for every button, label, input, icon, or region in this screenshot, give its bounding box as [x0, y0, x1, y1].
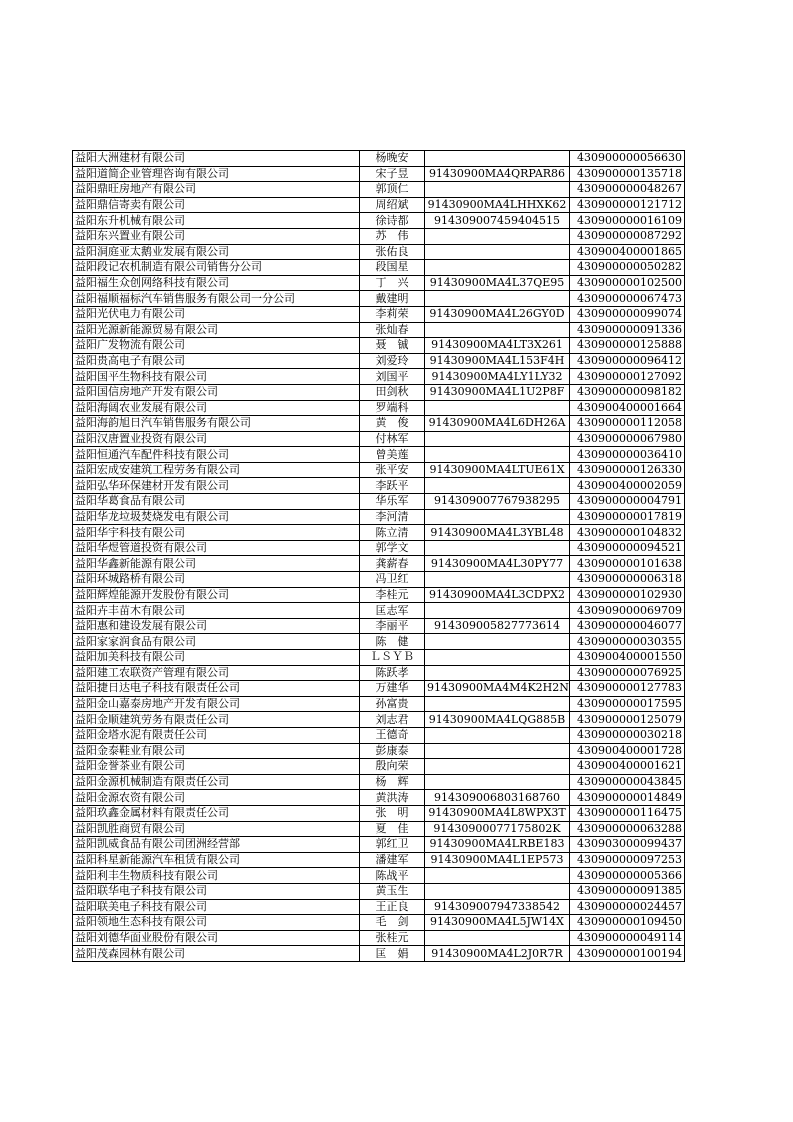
credit-code-cell: 91430900MA4LTUE61X [425, 462, 570, 478]
registration-number-cell: 430900000006318 [570, 572, 685, 588]
credit-code-cell: 914309007767938295 [425, 494, 570, 510]
registration-number-cell: 430900000063288 [570, 821, 685, 837]
registration-number-cell: 430900000127783 [570, 681, 685, 697]
legal-representative-cell: 毛 剑 [360, 915, 425, 931]
registration-number-cell: 430903000099437 [570, 837, 685, 853]
company-name-cell: 益阳金源农资有限公司 [73, 790, 360, 806]
credit-code-cell: 91430900MA4LT3X261 [425, 338, 570, 354]
registration-number-cell: 430900000116475 [570, 805, 685, 821]
credit-code-cell [425, 868, 570, 884]
legal-representative-cell: 宋子昱 [360, 166, 425, 182]
table-row [73, 837, 685, 853]
table-row [73, 400, 685, 416]
company-name-cell: 益阳金塔水泥有限责任公司 [73, 727, 360, 743]
company-name-cell: 益阳领地生态科技有限公司 [73, 915, 360, 931]
credit-code-cell: 91430900MA4L153F4H [425, 353, 570, 369]
company-records-table [72, 150, 685, 962]
company-name-cell: 益阳金山嘉泰房地产开发有限公司 [73, 696, 360, 712]
table-row [73, 478, 685, 494]
company-name-cell: 益阳鼎信寄卖有限公司 [73, 197, 360, 213]
credit-code-cell: 91430900MA4QRPAR86 [425, 166, 570, 182]
registration-number-cell: 430900000056630 [570, 151, 685, 167]
registration-number-cell: 430900000096412 [570, 353, 685, 369]
legal-representative-cell: 夏 佳 [360, 821, 425, 837]
legal-representative-cell: 戴建明 [360, 291, 425, 307]
registration-number-cell: 430900000135718 [570, 166, 685, 182]
legal-representative-cell: 周绍斌 [360, 197, 425, 213]
registration-number-cell: 430900400001728 [570, 743, 685, 759]
table-row [73, 821, 685, 837]
company-name-cell: 益阳国平生物科技有限公司 [73, 369, 360, 385]
company-name-cell: 益阳家家润食品有限公司 [73, 634, 360, 650]
credit-code-cell [425, 774, 570, 790]
credit-code-cell [425, 400, 570, 416]
company-name-cell: 益阳东兴置业有限公司 [73, 228, 360, 244]
registration-number-cell: 430900000109450 [570, 915, 685, 931]
credit-code-cell [425, 447, 570, 463]
legal-representative-cell: 郭学文 [360, 540, 425, 556]
table-row [73, 603, 685, 619]
table-row [73, 743, 685, 759]
legal-representative-cell: 段国星 [360, 260, 425, 276]
registration-number-cell: 430900000016109 [570, 213, 685, 229]
table-row [73, 540, 685, 556]
credit-code-cell: 914309005827773614 [425, 618, 570, 634]
table-row [73, 681, 685, 697]
credit-code-cell: 91430900MA4LQG885B [425, 712, 570, 728]
registration-number-cell: 430900000024457 [570, 899, 685, 915]
company-name-cell: 益阳科星新能源汽车租赁有限公司 [73, 852, 360, 868]
registration-number-cell: 430900400001550 [570, 650, 685, 666]
credit-code-cell [425, 478, 570, 494]
table-row [73, 260, 685, 276]
company-name-cell: 益阳金源机械制造有限责任公司 [73, 774, 360, 790]
credit-code-cell: 91430900MA4L30PY77 [425, 556, 570, 572]
company-name-cell: 益阳弘华环保建材开发有限公司 [73, 478, 360, 494]
credit-code-cell [425, 322, 570, 338]
credit-code-cell: 914309007947338542 [425, 899, 570, 915]
table-row [73, 946, 685, 962]
registration-number-cell: 430900000098182 [570, 384, 685, 400]
legal-representative-cell: 王德奇 [360, 727, 425, 743]
table-row [73, 509, 685, 525]
credit-code-cell: 91430900MA4L1U2P8F [425, 384, 570, 400]
table-row [73, 650, 685, 666]
legal-representative-cell: 丁 兴 [360, 275, 425, 291]
table-row [73, 852, 685, 868]
registration-number-cell: 430900000102500 [570, 275, 685, 291]
credit-code-cell: 91430900MA4L6DH26A [425, 416, 570, 432]
registration-number-cell: 430900000017819 [570, 509, 685, 525]
registration-number-cell: 430900000030355 [570, 634, 685, 650]
legal-representative-cell: 李莉荣 [360, 306, 425, 322]
table-row [73, 197, 685, 213]
registration-number-cell: 430900000127092 [570, 369, 685, 385]
credit-code-cell [425, 743, 570, 759]
registration-number-cell: 430900000112058 [570, 416, 685, 432]
table-row [73, 151, 685, 167]
registration-number-cell: 430900000014849 [570, 790, 685, 806]
legal-representative-cell: 罗端科 [360, 400, 425, 416]
company-name-cell: 益阳道简企业管理咨询有限公司 [73, 166, 360, 182]
registration-number-cell: 430909000069709 [570, 603, 685, 619]
table-row [73, 494, 685, 510]
legal-representative-cell: 彭康泰 [360, 743, 425, 759]
company-name-cell: 益阳国信房地产开发有限公司 [73, 384, 360, 400]
legal-representative-cell: 张灿春 [360, 322, 425, 338]
legal-representative-cell: 李丽平 [360, 618, 425, 634]
legal-representative-cell: 杨晚安 [360, 151, 425, 167]
legal-representative-cell: 聂 铖 [360, 338, 425, 354]
legal-representative-cell: 刘国平 [360, 369, 425, 385]
credit-code-cell: 91430900MA4L3CDPX2 [425, 587, 570, 603]
company-name-cell: 益阳建工农联资产管理有限公司 [73, 665, 360, 681]
registration-number-cell: 430900000099074 [570, 306, 685, 322]
company-name-cell: 益阳金顺建筑劳务有限责任公司 [73, 712, 360, 728]
credit-code-cell [425, 182, 570, 198]
table-row [73, 275, 685, 291]
registration-number-cell: 430900000036410 [570, 447, 685, 463]
legal-representative-cell: ＬＳＹＢ [360, 650, 425, 666]
registration-number-cell: 430900000043845 [570, 774, 685, 790]
registration-number-cell: 430900400001664 [570, 400, 685, 416]
legal-representative-cell: 徐诗都 [360, 213, 425, 229]
company-name-cell: 益阳汉唐置业投资有限公司 [73, 431, 360, 447]
credit-code-cell [425, 930, 570, 946]
table-row [73, 774, 685, 790]
legal-representative-cell: 付林军 [360, 431, 425, 447]
credit-code-cell [425, 883, 570, 899]
legal-representative-cell: 黄玉生 [360, 883, 425, 899]
legal-representative-cell: 田剑秋 [360, 384, 425, 400]
company-name-cell: 益阳金泰鞋业有限公司 [73, 743, 360, 759]
legal-representative-cell: 张佑良 [360, 244, 425, 260]
company-name-cell: 益阳捷日达电子科技有限责任公司 [73, 681, 360, 697]
legal-representative-cell: 郭红卫 [360, 837, 425, 853]
table-row [73, 790, 685, 806]
table-row [73, 525, 685, 541]
credit-code-cell [425, 260, 570, 276]
legal-representative-cell: 张平安 [360, 462, 425, 478]
table-row [73, 306, 685, 322]
credit-code-cell: 91430900MA4L2J0R7R [425, 946, 570, 962]
company-name-cell: 益阳华葛食品有限公司 [73, 494, 360, 510]
company-name-cell: 益阳环城路桥有限公司 [73, 572, 360, 588]
credit-code-cell [425, 665, 570, 681]
company-name-cell: 益阳卉丰苗木有限公司 [73, 603, 360, 619]
credit-code-cell [425, 759, 570, 775]
table-row [73, 384, 685, 400]
registration-number-cell: 430900000048267 [570, 182, 685, 198]
table-row [73, 213, 685, 229]
table-row [73, 805, 685, 821]
registration-number-cell: 430900000125888 [570, 338, 685, 354]
company-name-cell: 益阳华煜管道投资有限公司 [73, 540, 360, 556]
credit-code-cell: 91430900MA4L37QE95 [425, 275, 570, 291]
credit-code-cell [425, 228, 570, 244]
company-name-cell: 益阳联华电子科技有限公司 [73, 883, 360, 899]
legal-representative-cell: 黄 俊 [360, 416, 425, 432]
table-row [73, 696, 685, 712]
company-name-cell: 益阳联美电子科技有限公司 [73, 899, 360, 915]
legal-representative-cell: 黄洪涛 [360, 790, 425, 806]
registration-number-cell: 430900000101638 [570, 556, 685, 572]
credit-code-cell: 91430900MA4LRBE183 [425, 837, 570, 853]
credit-code-cell [425, 291, 570, 307]
legal-representative-cell: 李桂元 [360, 587, 425, 603]
credit-code-cell [425, 572, 570, 588]
company-name-cell: 益阳贵高电子有限公司 [73, 353, 360, 369]
company-name-cell: 益阳凯威食品有限公司团洲经营部 [73, 837, 360, 853]
company-name-cell: 益阳玖鑫金属材料有限责任公司 [73, 805, 360, 821]
records-table-body [73, 151, 685, 962]
table-row [73, 618, 685, 634]
registration-number-cell: 430900000097253 [570, 852, 685, 868]
company-name-cell: 益阳华龙垃圾焚烧发电有限公司 [73, 509, 360, 525]
company-name-cell: 益阳光源新能源贸易有限公司 [73, 322, 360, 338]
legal-representative-cell: 匡 娟 [360, 946, 425, 962]
credit-code-cell [425, 244, 570, 260]
table-row [73, 182, 685, 198]
registration-number-cell: 430900000076925 [570, 665, 685, 681]
table-row [73, 868, 685, 884]
table-row [73, 462, 685, 478]
company-name-cell: 益阳华宇科技有限公司 [73, 525, 360, 541]
company-name-cell: 益阳茂森园林有限公司 [73, 946, 360, 962]
table-row [73, 634, 685, 650]
registration-number-cell: 430900400001621 [570, 759, 685, 775]
registration-number-cell: 430900000125079 [570, 712, 685, 728]
registration-number-cell: 430900000067980 [570, 431, 685, 447]
company-name-cell: 益阳东升机械有限公司 [73, 213, 360, 229]
company-name-cell: 益阳福顺福标汽车销售服务有限公司一分公司 [73, 291, 360, 307]
company-name-cell: 益阳金誉茶业有限公司 [73, 759, 360, 775]
registration-number-cell: 430900000005366 [570, 868, 685, 884]
table-row [73, 416, 685, 432]
company-name-cell: 益阳洞庭亚太鹅业发展有限公司 [73, 244, 360, 260]
company-name-cell: 益阳海韵旭日汽车销售服务有限公司 [73, 416, 360, 432]
legal-representative-cell: 华乐军 [360, 494, 425, 510]
table-row [73, 572, 685, 588]
credit-code-cell: 914309007459404515 [425, 213, 570, 229]
company-name-cell: 益阳大洲建材有限公司 [73, 151, 360, 167]
registration-number-cell: 430900000094521 [570, 540, 685, 556]
legal-representative-cell: 匡志军 [360, 603, 425, 619]
table-row [73, 930, 685, 946]
records-sheet [72, 150, 685, 962]
table-row [73, 431, 685, 447]
registration-number-cell: 430900000017595 [570, 696, 685, 712]
legal-representative-cell: 陈 健 [360, 634, 425, 650]
credit-code-cell: 91430900MA4LY1LY32 [425, 369, 570, 385]
legal-representative-cell: 张 明 [360, 805, 425, 821]
company-name-cell: 益阳福生众创网络科技有限公司 [73, 275, 360, 291]
table-row [73, 883, 685, 899]
legal-representative-cell: 殷向荣 [360, 759, 425, 775]
credit-code-cell [425, 603, 570, 619]
registration-number-cell: 430900000087292 [570, 228, 685, 244]
legal-representative-cell: 刘志君 [360, 712, 425, 728]
credit-code-cell: 91430900MA4LHHXK62 [425, 197, 570, 213]
table-row [73, 447, 685, 463]
registration-number-cell: 430900000100194 [570, 946, 685, 962]
table-row [73, 353, 685, 369]
table-row [73, 322, 685, 338]
registration-number-cell: 430900000046077 [570, 618, 685, 634]
table-row [73, 244, 685, 260]
legal-representative-cell: 潘建军 [360, 852, 425, 868]
legal-representative-cell: 万建华 [360, 681, 425, 697]
legal-representative-cell: 李跃平 [360, 478, 425, 494]
company-name-cell: 益阳恒通汽车配件科技有限公司 [73, 447, 360, 463]
legal-representative-cell: 陈跃孝 [360, 665, 425, 681]
company-name-cell: 益阳加美科技有限公司 [73, 650, 360, 666]
credit-code-cell: 91430900077175802K [425, 821, 570, 837]
credit-code-cell [425, 431, 570, 447]
table-row [73, 587, 685, 603]
credit-code-cell [425, 509, 570, 525]
table-row [73, 759, 685, 775]
credit-code-cell [425, 727, 570, 743]
legal-representative-cell: 张桂元 [360, 930, 425, 946]
table-row [73, 712, 685, 728]
legal-representative-cell: 李河清 [360, 509, 425, 525]
credit-code-cell [425, 696, 570, 712]
credit-code-cell: 91430900MA4L1EP573 [425, 852, 570, 868]
legal-representative-cell: 冯卫红 [360, 572, 425, 588]
company-name-cell: 益阳刘德华面业股份有限公司 [73, 930, 360, 946]
credit-code-cell [425, 540, 570, 556]
company-name-cell: 益阳广发物流有限公司 [73, 338, 360, 354]
legal-representative-cell: 龚薪春 [360, 556, 425, 572]
table-row [73, 338, 685, 354]
legal-representative-cell: 郭顶仁 [360, 182, 425, 198]
company-name-cell: 益阳凯胜商贸有限公司 [73, 821, 360, 837]
credit-code-cell [425, 650, 570, 666]
registration-number-cell: 430900000121712 [570, 197, 685, 213]
company-name-cell: 益阳华鑫新能源有限公司 [73, 556, 360, 572]
table-row [73, 228, 685, 244]
table-row [73, 665, 685, 681]
registration-number-cell: 430900000030218 [570, 727, 685, 743]
table-row [73, 899, 685, 915]
table-row [73, 166, 685, 182]
registration-number-cell: 430900400001865 [570, 244, 685, 260]
legal-representative-cell: 陈战平 [360, 868, 425, 884]
registration-number-cell: 430900000049114 [570, 930, 685, 946]
company-name-cell: 益阳段记农机制造有限公司销售分公司 [73, 260, 360, 276]
credit-code-cell: 91430900MA4L5JW14X [425, 915, 570, 931]
table-row [73, 915, 685, 931]
registration-number-cell: 430900400002059 [570, 478, 685, 494]
company-name-cell: 益阳利丰生物质科技有限公司 [73, 868, 360, 884]
legal-representative-cell: 杨 辉 [360, 774, 425, 790]
company-name-cell: 益阳辉煌能源开发股份有限公司 [73, 587, 360, 603]
registration-number-cell: 430900000102930 [570, 587, 685, 603]
registration-number-cell: 430900000104832 [570, 525, 685, 541]
legal-representative-cell: 王正良 [360, 899, 425, 915]
company-name-cell: 益阳鼎旺房地产有限公司 [73, 182, 360, 198]
credit-code-cell: 91430900MA4M4K2H2N [425, 681, 570, 697]
company-name-cell: 益阳惠和建设发展有限公司 [73, 618, 360, 634]
company-name-cell: 益阳宏成安建筑工程劳务有限公司 [73, 462, 360, 478]
company-name-cell: 益阳光伏电力有限公司 [73, 306, 360, 322]
registration-number-cell: 430900000091385 [570, 883, 685, 899]
legal-representative-cell: 刘爱玲 [360, 353, 425, 369]
legal-representative-cell: 苏 伟 [360, 228, 425, 244]
legal-representative-cell: 孙富贵 [360, 696, 425, 712]
registration-number-cell: 430900000004791 [570, 494, 685, 510]
registration-number-cell: 430900000050282 [570, 260, 685, 276]
registration-number-cell: 430900000067473 [570, 291, 685, 307]
credit-code-cell [425, 634, 570, 650]
credit-code-cell [425, 151, 570, 167]
company-name-cell: 益阳海阔农业发展有限公司 [73, 400, 360, 416]
registration-number-cell: 430900000126330 [570, 462, 685, 478]
credit-code-cell: 91430900MA4L3YBL48 [425, 525, 570, 541]
table-row [73, 556, 685, 572]
table-row [73, 291, 685, 307]
legal-representative-cell: 陈立清 [360, 525, 425, 541]
credit-code-cell: 914309006803168760 [425, 790, 570, 806]
table-row [73, 369, 685, 385]
registration-number-cell: 430900000091336 [570, 322, 685, 338]
credit-code-cell: 91430900MA4L26GY0D [425, 306, 570, 322]
table-row [73, 727, 685, 743]
credit-code-cell: 91430900MA4L8WPX3T [425, 805, 570, 821]
legal-representative-cell: 曾美莲 [360, 447, 425, 463]
